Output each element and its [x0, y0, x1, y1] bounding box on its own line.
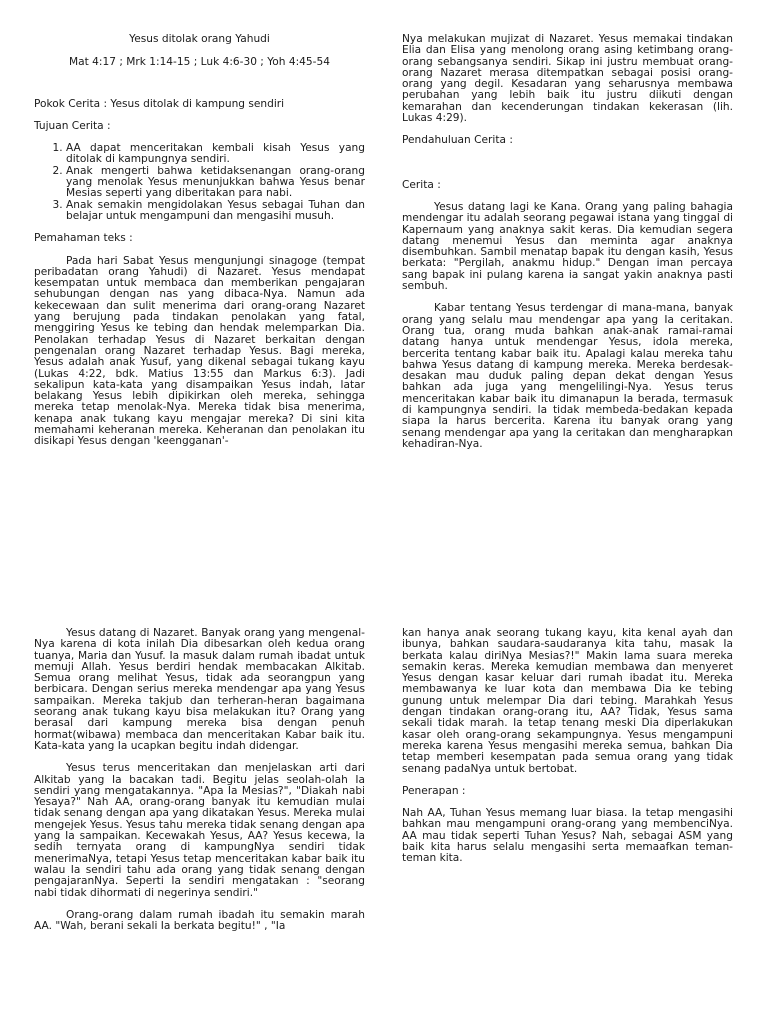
goal-item: 2. Anak mengerti bahwa ketidaksenangan orang-orang yang menolak Yesus menunjukkan bahwa Yesus benar Mesias seperti yang diberitakan para nabi. — [66, 166, 365, 200]
story-introduction-label: Pendahuluan Cerita : — [402, 134, 513, 147]
application-paragraph: Nah AA, Tuhan Yesus memang luar biasa. Ia tetap mengasihi bahkan mau mengampuni orang-orang yang membenciNya. AA mau tidak seperti Tuhan Yesus? Nah, sebagai ASM yang baik kita harus selalu mengasihi serta memaafkan teman-teman kita. — [402, 807, 733, 865]
application-label: Penerapan : — [402, 784, 466, 797]
story-title: Yesus ditolak orang Yahudi — [129, 33, 270, 45]
page-1-right-column — [402, 34, 733, 461]
page-2-right-column — [402, 628, 733, 876]
document-page-2 — [0, 622, 768, 1024]
goal-item: 3. Anak semakin mengidolakan Yesus sebagai Tuhan dan belajar untuk mengampuni dan mengasihi musuh. — [66, 200, 365, 223]
page-gap — [0, 585, 768, 622]
page-2-left-column — [34, 628, 365, 943]
story-label: Cerita : — [402, 178, 441, 191]
scripture-references: Mat 4:17 ; Mrk 1:14-15 ; Luk 4:6-30 ; Yoh 4:45-54 — [69, 56, 330, 69]
text-understanding-continued: Nya melakukan mujizat di Nazaret. Yesus memakai tindakan Elia dan Elisa yang menolong orang asing ketimbang orang-orang sebangsanya sendiri. Sikap ini justru membuat orang-orang Nazaret merasa ditempatkan sebagai posisi orang-orang yang degil. Kesadaran yang seharusnya membawa perubahan yang lebih baik itu justru diikuti dengan kemarahan dan kecenderungan tindakan kekerasan (lih. Lukas 4:29). — [402, 33, 733, 125]
story-paragraph-1: Yesus datang lagi ke Kana. Orang yang paling bahagia mendengar itu adalah seorang pegawai istana yang tinggal di Kapernaum yang anaknya sakit keras. Dia kemudian segera datang menemui Yesus dan meminta agar anaknya disembuhkan. Sambil menatap bapak itu dengan kasih, Yesus berkata: "Pergilah, anakmu hidup." Dengan iman percaya sang bapak ini pulang karena ia sangat yakin anaknya pasti sembuh. — [402, 200, 733, 293]
story-paragraph-5: Orang-orang dalam rumah ibadah itu semakin marah AA. "Wah, berani sekali Ia berkata begitu!" , "Ia — [34, 908, 365, 933]
story-goals-list — [34, 143, 365, 222]
text-understanding-paragraph: Pada hari Sabat Yesus mengunjungi sinagoge (tempat peribadatan orang Yahudi) di Nazaret. Yesus mendapat kesempatan untuk membaca dan memberikan pengajaran sehubungan dengan nas yang dibaca-Nya. Namun ada kekecewaan dan sulit menerima dari orang-orang Nazaret yang berujung pada tindakan penolakan yang fatal, menggiring Yesus ke tebing dan hendak melemparkan Dia. Penolakan terhadap Yesus di Nazaret berkaitan dengan pengenalan orang Nazaret terhadap Yesus. Bagi mereka, Yesus adalah anak Yusuf, yang dikenal sebagai tukang kayu (Lukas 4:22, bdk. Matius 13:55 dan Markus 6:3). Jadi sekalipun kata-kata yang disampaikan Yesus indah, latar belakang Yesus lebih dipikirkan oleh mereka, sehingga mereka tetap menolak-Nya. Mereka tidak bisa menerima, kenapa anak tukang kayu mengajar mereka? Di sini kita memahami keheranan mereka. Keheranan dan penolakan itu disikapi Yesus dengan 'keengganan'- — [34, 254, 365, 448]
page-1-left-column — [34, 34, 365, 459]
story-topic: Pokok Cerita : Yesus ditolak di kampung sendiri — [34, 97, 285, 110]
story-paragraph-5-continued: kan hanya anak seorang tukang kayu, kita kenal ayah dan ibunya, bahkan saudara-saudaranya kita tahu, masak Ia berkata kalau diriNya Mesias?!" Makin lama suara mereka semakin keras. Mereka kemudian membawa dan menyeret Yesus dengan kasar keluar dari rumah ibadat itu. Mereka membawanya ke luar kota dan membawa Dia ke tebing gunung untuk melempar Dia dari tebing. Marahkah Yesus dengan tindakan orang-orang itu, AA? Tidak, Yesus sama sekali tidak marah. Ia tetap tenang meski Dia diperlakukan kasar oleh orang-orang sekampungnya. Yesus mengampuni mereka karena Yesus mengasihi mereka semua, bahkan Dia tetap memberi kesempatan pada semua orang yang tidak senang padaNya untuk bertobat. — [402, 627, 733, 775]
story-goals-label: Tujuan Cerita : — [34, 119, 111, 132]
goal-item: 1. AA dapat menceritakan kembali kisah Yesus yang ditolak di kampungnya sendiri. — [66, 143, 365, 166]
story-paragraph-2: Kabar tentang Yesus terdengar di mana-mana, banyak orang yang selalu mau mendengar apa yang Ia ceritakan. Orang tua, orang muda bahkan anak-anak ramai-ramai datang hanya untuk mendengar Yesus, idola mereka, bercerita tentang kabar baik itu. Apalagi kalau mereka tahu bahwa Yesus datang di kampung mereka. Mereka berdesak-desakan mau duduk paling depan dekat dengan Yesus bahkan ada juga yang mengelilingi-Nya. Yesus terus menceritakan kabar baik itu dimanapun Ia berada, termasuk di kampungnya sendiri. Ia tidak membeda-bedakan kepada siapa Ia harus bercerita. Karena itu banyak orang yang senang mendengar apa yang Ia ceritakan dan mengharapkan kehadiran-Nya. — [402, 302, 733, 450]
text-understanding-label: Pemahaman teks : — [34, 232, 133, 245]
story-paragraph-4: Yesus terus menceritakan dan menjelaskan arti dari Alkitab yang Ia bacakan tadi. Begitu jelas seolah-olah Ia sendiri yang mengatakannya. "Apa Ia Mesias?", "Diakah nabi Yesaya?" Nah AA, orang-orang banyak itu kemudian mulai tidak senang dengan apa yang dikatakan Yesus. Mereka mulai mengejek Yesus. Yesus tahu mereka tidak senang dengan apa yang Ia sampaikan. Kecewakah Yesus, AA? Yesus kecewa, Ia sedih ternyata orang di kampungNya sendiri tidak menerimaNya, tetapi Yesus tetap menceritakan kabar baik itu walau Ia sendiri tahu ada orang yang tidak senang dengan pengajaranNya. Seperti Ia sendiri mengatakan : "seorang nabi tidak dihormati di negerinya sendiri." — [34, 762, 365, 899]
story-paragraph-3: Yesus datang di Nazaret. Banyak orang yang mengenal-Nya karena di kota inilah Dia dibesarkan oleh kedua orang tuanya, Maria dan Yusuf. Ia masuk dalam rumah ibadat untuk memuji Allah. Yesus berdiri hendak membacakan Alkitab. Semua orang melihat Yesus, tidak ada seorangpun yang berbicara. Dengan serius mereka mendengar apa yang Yesus sampaikan. Mereka takjub dan terheran-heran bagaimana seorang anak tukang kayu bisa melakukan itu? Orang yang berasal dari kampung mereka bisa dengan penuh hormat(wibawa) membaca dan menceritakan Kabar baik itu. Kata-kata yang Ia ucapkan begitu indah didengar. — [34, 627, 365, 752]
blank-introduction-space — [402, 158, 733, 180]
